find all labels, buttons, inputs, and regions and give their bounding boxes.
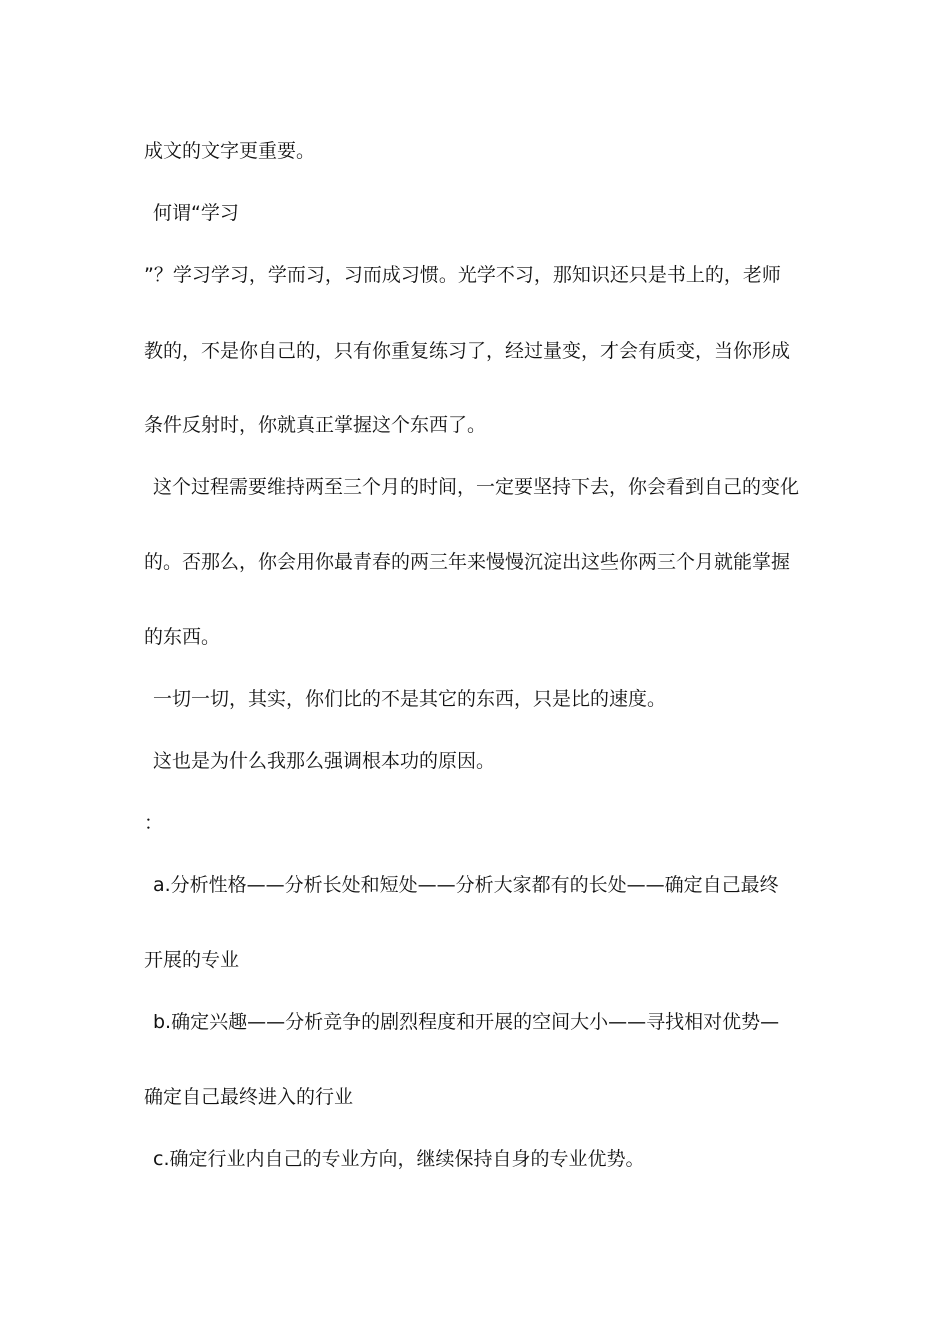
text-line: 教的，不是你自己的，只有你重复练习了，经过量变，才会有质变，当你形成 [144,340,791,362]
list-item-c: c.确定行业内自己的专业方向，继续保持自身的专业优势。 [153,1148,645,1170]
list-item-b: b.确定兴趣——分析竞争的剧烈程度和开展的空间大小——寻找相对优势— [153,1011,780,1033]
list-item-b-cont: 确定自己最终进入的行业 [144,1086,354,1108]
list-item-a-cont: 开展的专业 [144,949,240,971]
text-line: 的东西。 [144,626,221,648]
text-line: 这也是为什么我那么强调根本功的原因。 [153,750,496,772]
text-line: ： [144,812,164,834]
text-line: 成文的文字更重要。 [144,140,316,162]
text-line: 一切一切，其实，你们比的不是其它的东西，只是比的速度。 [153,688,667,710]
list-item-a: a.分析性格——分析长处和短处——分析大家都有的长处——确定自己最终 [153,874,779,896]
section-heading: 何谓“学习 [153,202,239,224]
text-line: 的。否那么，你会用你最青春的两三年来慢慢沉淀出这些你两三个月就能掌握 [144,551,791,573]
text-line: ”？学习学习，学而习，习而成习惯。光学不习，那知识还只是书上的，老师 [144,264,781,286]
text-line: 这个过程需要维持两至三个月的时间，一定要坚持下去，你会看到自己的变化 [153,476,800,498]
text-line: 条件反射时，你就真正掌握这个东西了。 [144,414,487,436]
